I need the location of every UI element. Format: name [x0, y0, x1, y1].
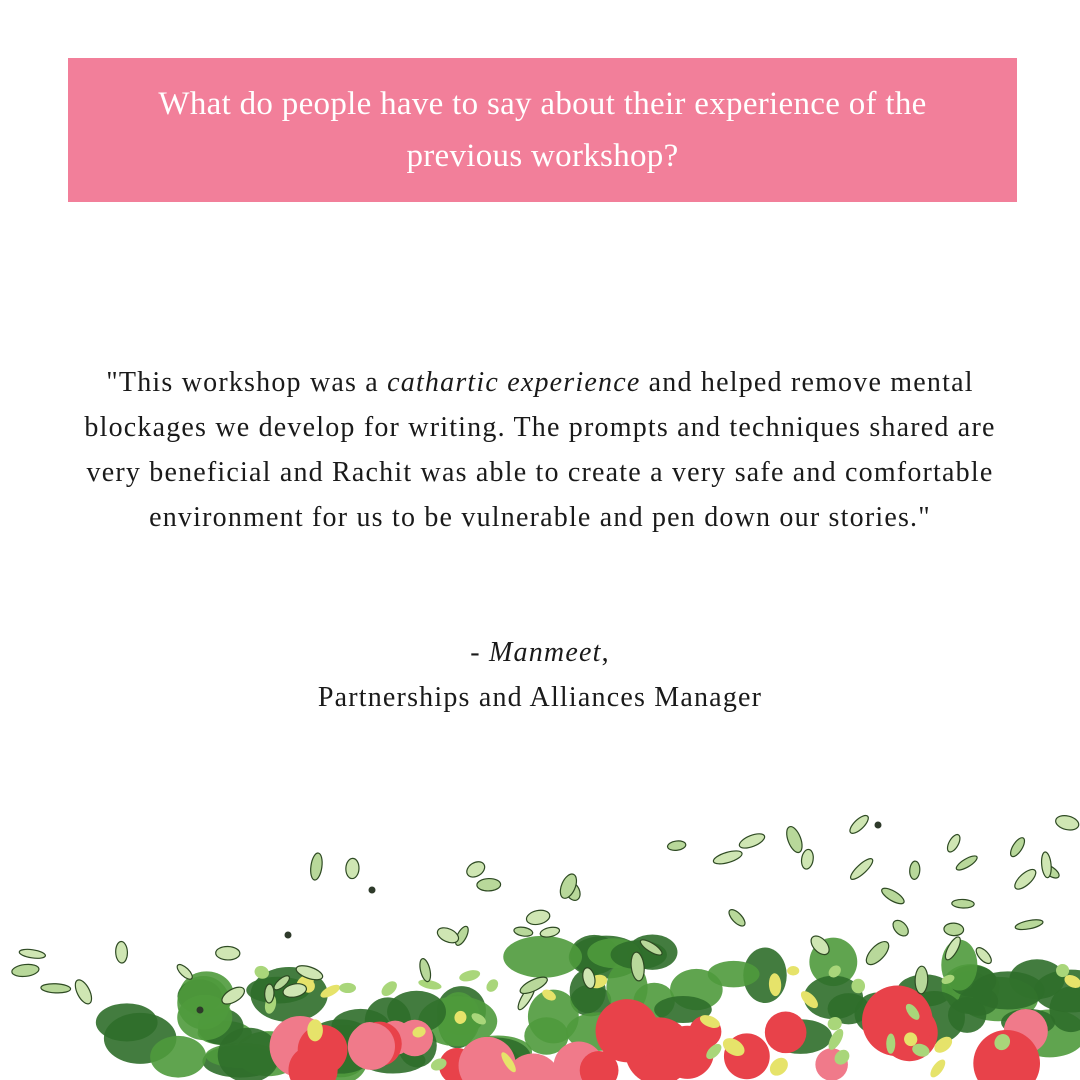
- attribution-role: Partnerships and Alliances Manager: [317, 682, 763, 713]
- outline-leaf: [418, 958, 433, 983]
- outline-leaf: [1040, 852, 1052, 879]
- outline-leaf: [72, 977, 95, 1006]
- outline-leaf: [726, 907, 747, 929]
- foliage-blob: [150, 1036, 206, 1078]
- outline-leaf: [915, 966, 928, 994]
- leaf-highlight: [458, 968, 481, 983]
- outline-leaf: [945, 833, 963, 854]
- outline-leaf: [19, 948, 46, 960]
- attribution-comma: ,: [601, 637, 610, 668]
- outline-leaf: [1008, 836, 1027, 859]
- flower-bushes: [96, 934, 1080, 1080]
- outline-leaf: [712, 848, 743, 866]
- flower-blossom: [765, 1012, 807, 1054]
- quote-emphasis: cathartic experience: [387, 367, 641, 398]
- banner-question: What do people have to say about their experience of the previous workshop?: [158, 86, 927, 174]
- ink-dot: [285, 932, 292, 939]
- outline-leaf: [464, 859, 487, 881]
- attribution-dash: -: [470, 637, 489, 668]
- attribution-name-line: [60, 630, 1020, 675]
- ink-dot: [369, 887, 376, 894]
- outline-leaf: [264, 984, 274, 1003]
- outline-leaf: [115, 941, 128, 963]
- attribution-name: Manmeet: [488, 637, 602, 668]
- outline-leaf: [863, 938, 893, 968]
- outline-leaf: [800, 849, 814, 870]
- outline-leaf: [345, 858, 359, 879]
- outline-leaf: [513, 926, 533, 938]
- testimonial-quote: [60, 360, 1020, 540]
- outline-leaf: [41, 983, 71, 993]
- ink-dot: [875, 822, 882, 829]
- outline-leaf: [525, 908, 551, 926]
- leaf-highlight: [307, 1019, 323, 1041]
- flower-blossom: [348, 1023, 395, 1070]
- outline-leaf: [1012, 866, 1039, 892]
- outline-leaf: [847, 813, 871, 836]
- leaf-highlight: [484, 977, 501, 994]
- outline-leaf: [175, 962, 195, 981]
- quote-open: "This workshop was a: [106, 367, 388, 398]
- leaf-highlight: [851, 979, 865, 994]
- outline-leaf: [11, 963, 39, 978]
- leaf-highlight: [379, 978, 400, 999]
- ink-dot: [197, 1007, 204, 1014]
- outline-leaf: [954, 853, 979, 872]
- outline-leaf: [944, 923, 964, 937]
- outline-leaf: [309, 852, 324, 880]
- leaf-highlight: [339, 983, 356, 993]
- outline-leaf: [738, 831, 767, 851]
- floral-border-illustration: [0, 800, 1080, 1080]
- scattered-leaves: [11, 813, 1080, 1014]
- outline-leaf: [880, 885, 907, 906]
- outline-leaf: [909, 861, 920, 880]
- attribution: [60, 630, 1020, 720]
- leaf-highlight: [787, 966, 799, 976]
- flower-blossom: [396, 1020, 433, 1057]
- outline-leaf: [952, 899, 975, 908]
- outline-leaf: [784, 825, 806, 855]
- outline-leaf: [1014, 918, 1043, 932]
- outline-leaf: [539, 926, 560, 939]
- outline-leaf: [848, 856, 875, 882]
- question-banner: [68, 58, 1017, 202]
- outline-leaf: [477, 878, 501, 891]
- leaf-highlight: [928, 1057, 948, 1080]
- outline-leaf: [1054, 813, 1080, 832]
- outline-leaf: [216, 946, 240, 960]
- quote-rest: and helped remove mental blockages we develop for writing. The prompts and techniques shared are very beneficial and Rachit was able to create a very safe and comfortable environment for us to be vulnerable and pen down our stories.": [84, 367, 996, 533]
- outline-leaf: [890, 917, 911, 938]
- outline-leaf: [667, 840, 686, 851]
- foliage-blob: [503, 936, 582, 978]
- leaf-highlight: [766, 1054, 791, 1079]
